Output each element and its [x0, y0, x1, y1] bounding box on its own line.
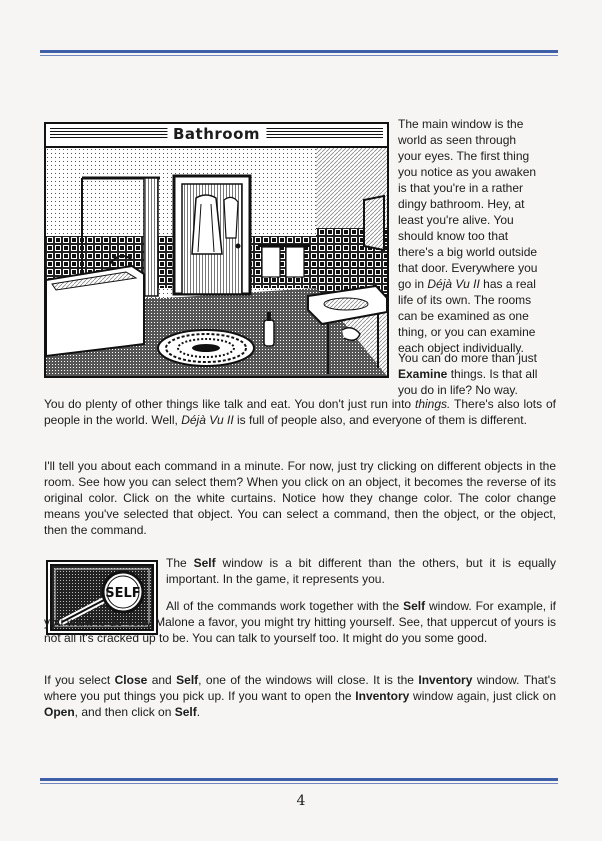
text-line: You can do more than just — [398, 351, 537, 365]
self-command: Self — [193, 556, 216, 570]
text-line: each object individually. — [398, 341, 524, 355]
text-line: that door. Everywhere you — [398, 261, 538, 275]
text-line: can be examined as one — [398, 309, 529, 323]
door-knob[interactable] — [236, 244, 241, 249]
bathroom-window[interactable] — [44, 122, 389, 378]
self-icon-label: SELF — [105, 586, 141, 601]
things-emphasis: things. — [415, 397, 451, 411]
bathroom-scene[interactable] — [46, 148, 387, 376]
paragraph-inventory: If you select Close and Self, one of the windows will close. It is the Inventory window. That's where you put things you pick up. If you want to open the Inventory window again, just click on Open, and then click on Self. — [44, 673, 557, 719]
top-rule — [40, 50, 558, 56]
text-line: life of its own. The rooms — [398, 293, 532, 307]
text-line: dingy bathroom. Hey, at — [398, 197, 525, 211]
text-line: you do in life? No way. — [398, 383, 518, 397]
text-line: The main window is the — [398, 117, 524, 131]
text-line: world as seen through — [398, 133, 517, 147]
paragraph-self-commands: All of the commands work together with the Self window. For example, if you want to do Tony Malone a favor, you might try hitting yourself. See, that uppercut of yours is not all it's cracked up to be. You can talk to yourself too. It might do you some good. — [44, 599, 557, 645]
text-line: there's a big world outside — [398, 245, 538, 259]
examine-side-lines — [398, 350, 556, 398]
text-line: you notice as you awaken — [398, 165, 537, 179]
white-curtains[interactable] — [144, 178, 158, 296]
towel-right[interactable] — [286, 247, 304, 277]
examine-command: Examine — [398, 367, 448, 381]
towel-on-door[interactable] — [224, 197, 238, 238]
self-command: Self — [174, 705, 197, 719]
paragraph-self-intro: The Self window is a bit different than the others, but it is equally important. In the game, it represents you. — [166, 556, 557, 586]
open-command: Open — [44, 705, 75, 719]
text-line: is that you're in a rather — [398, 181, 524, 195]
text-line: your eyes. The first thing — [398, 149, 530, 163]
text-line: should know too that — [398, 229, 509, 243]
towel-left[interactable] — [262, 247, 280, 277]
sink-basin[interactable] — [324, 298, 368, 310]
text-line: go in Déjà Vu II has a real — [398, 277, 536, 291]
inventory-command: Inventory — [355, 689, 410, 703]
text-line: Examine things. Is that all — [398, 367, 538, 381]
bottle[interactable] — [264, 320, 274, 346]
bathroom-window-title: Bathroom — [167, 125, 266, 143]
intro-side-column — [398, 116, 556, 356]
inventory-command: Inventory — [418, 673, 473, 687]
paragraph-people: You do plenty of other things like talk and eat. You don't just run into things. There's also lots of people in the world. Well, Déjà Vu II is full of people also, and everyone of them is different. — [44, 397, 557, 427]
close-command: Close — [114, 673, 148, 687]
paragraph-commands: I'll tell you about each command in a minute. For now, just try clicking on different objects in the room. See how you can select them? When you click on an object, it becomes the reverse of its original color. Click on the white curtains. Notice how they change color. The color change means you've selected that object. You can select a command, then the object, or the object, then the command. — [44, 459, 556, 537]
text-line: least you're alive. You — [398, 213, 514, 227]
self-command: Self — [176, 673, 199, 687]
mirror[interactable] — [364, 196, 384, 250]
bottom-rule — [40, 778, 558, 784]
game-title: Déjà Vu II — [181, 413, 234, 427]
game-title: Déjà Vu II — [427, 277, 480, 291]
self-command: Self — [403, 599, 426, 613]
page-number: 4 — [296, 793, 306, 809]
text-line: thing, or you can examine — [398, 325, 536, 339]
bathroom-title-bar[interactable] — [46, 124, 387, 148]
